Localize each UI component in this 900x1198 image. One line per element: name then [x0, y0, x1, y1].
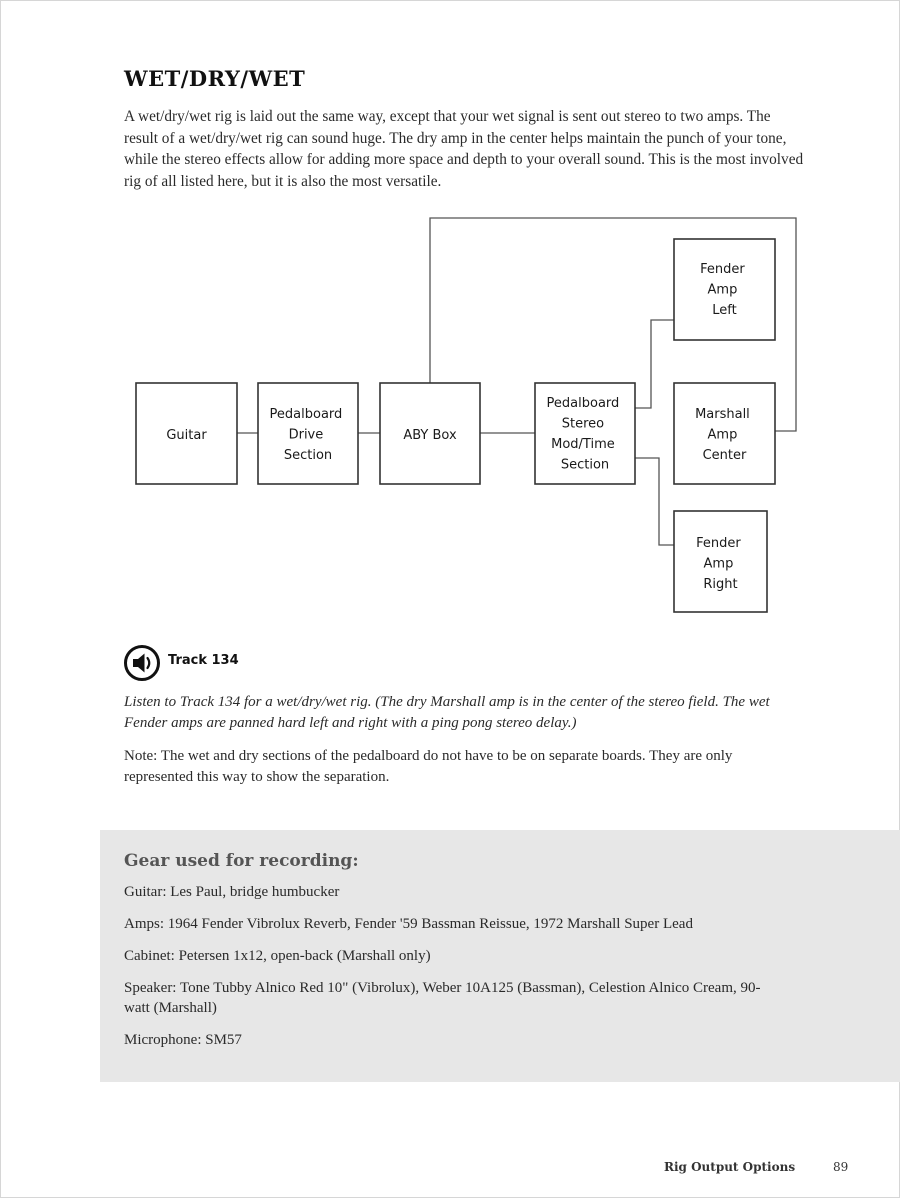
speaker-icon[interactable]: [124, 645, 160, 681]
fender-left-line-1: Fender: [700, 262, 745, 277]
gear-item-cabinet: Cabinet: Petersen 1x12, open-back (Marshall only): [124, 948, 431, 964]
stereo-label-line-2: Stereo: [561, 416, 605, 432]
marshall-line-2: Amp: [707, 427, 738, 443]
gear-item-microphone: Microphone: SM57: [124, 1032, 242, 1048]
fender-right-line-2: Amp: [703, 556, 734, 572]
wire-stereo-to-fender-left: [635, 320, 674, 408]
gear-item-speaker: Speaker: Tone Tubby Alnico Red 10" (Vibrolux), Weber 10A125 (Bassman), Celestion Alnico Cream, 90-watt (Marshall): [124, 980, 761, 1016]
gear-panel: [100, 830, 900, 1082]
wire-stereo-to-fender-right: [635, 458, 674, 545]
note-paragraph: Note: The wet and dry sections of the pedalboard do not have to be on separate boards. They are only represented this way to show the separation.: [124, 748, 733, 785]
fender-right-line-3: Right: [703, 577, 738, 592]
svg-text:Guitar: [166, 428, 207, 443]
svg-text:ABY Box: [403, 428, 457, 443]
guitar-block: [136, 383, 237, 484]
drive-section-block: [258, 383, 358, 484]
drive-label-line-3: Section: [283, 448, 333, 463]
stereo-label-line-4: Section: [560, 457, 610, 473]
gear-list: [124, 882, 784, 1062]
footer-section-title: Rig Output Options: [664, 1160, 796, 1174]
drive-label-line-1: Pedalboard: [269, 407, 343, 422]
guitar-label: Guitar: [166, 428, 207, 443]
section-title: WET/DRY/WET: [124, 66, 306, 91]
aby-label: ABY Box: [403, 428, 457, 443]
fender-amp-left-block: [674, 239, 775, 340]
stereo-label-line-1: Pedalboard: [546, 396, 620, 411]
aby-box-block: [380, 383, 480, 484]
track-label[interactable]: Track 134: [168, 653, 239, 668]
stereo-label-line-3: Mod/Time: [551, 437, 615, 452]
marshall-line-1: Marshall: [695, 407, 750, 422]
page-number: 89: [833, 1160, 849, 1174]
marshall-amp-center-block: [674, 383, 775, 484]
fender-right-line-1: Fender: [696, 536, 741, 551]
drive-label-line-2: Drive: [288, 427, 324, 443]
gear-item-amps: Amps: 1964 Fender Vibrolux Reverb, Fender '59 Bassman Reissue, 1972 Marshall Super Lead: [124, 916, 693, 932]
intro-paragraph: A wet/dry/wet rig is laid out the same way, except that your wet signal is sent out stereo to two amps. The result of a wet/dry/wet rig can sound huge. The dry amp in the center helps maintain the punch of your tone, while the stereo effects allow for adding more space and depth to your overall sound. This is the most involved rig of all listed here, but it is also the most versatile.: [124, 108, 804, 190]
gear-item-guitar: Guitar: Les Paul, bridge humbucker: [124, 884, 340, 900]
marshall-line-3: Center: [702, 448, 747, 463]
listen-caption: Listen to Track 134 for a wet/dry/wet rig. (The dry Marshall amp is in the center of the stereo field. The wet Fender amps are panned hard left and right with a ping pong stereo delay.): [124, 694, 770, 731]
fender-amp-right-block: [674, 511, 767, 612]
fender-left-line-3: Left: [712, 303, 737, 318]
stereo-section-block: [535, 383, 635, 484]
gear-heading: Gear used for recording:: [124, 851, 359, 871]
fender-left-line-2: Amp: [707, 282, 738, 298]
